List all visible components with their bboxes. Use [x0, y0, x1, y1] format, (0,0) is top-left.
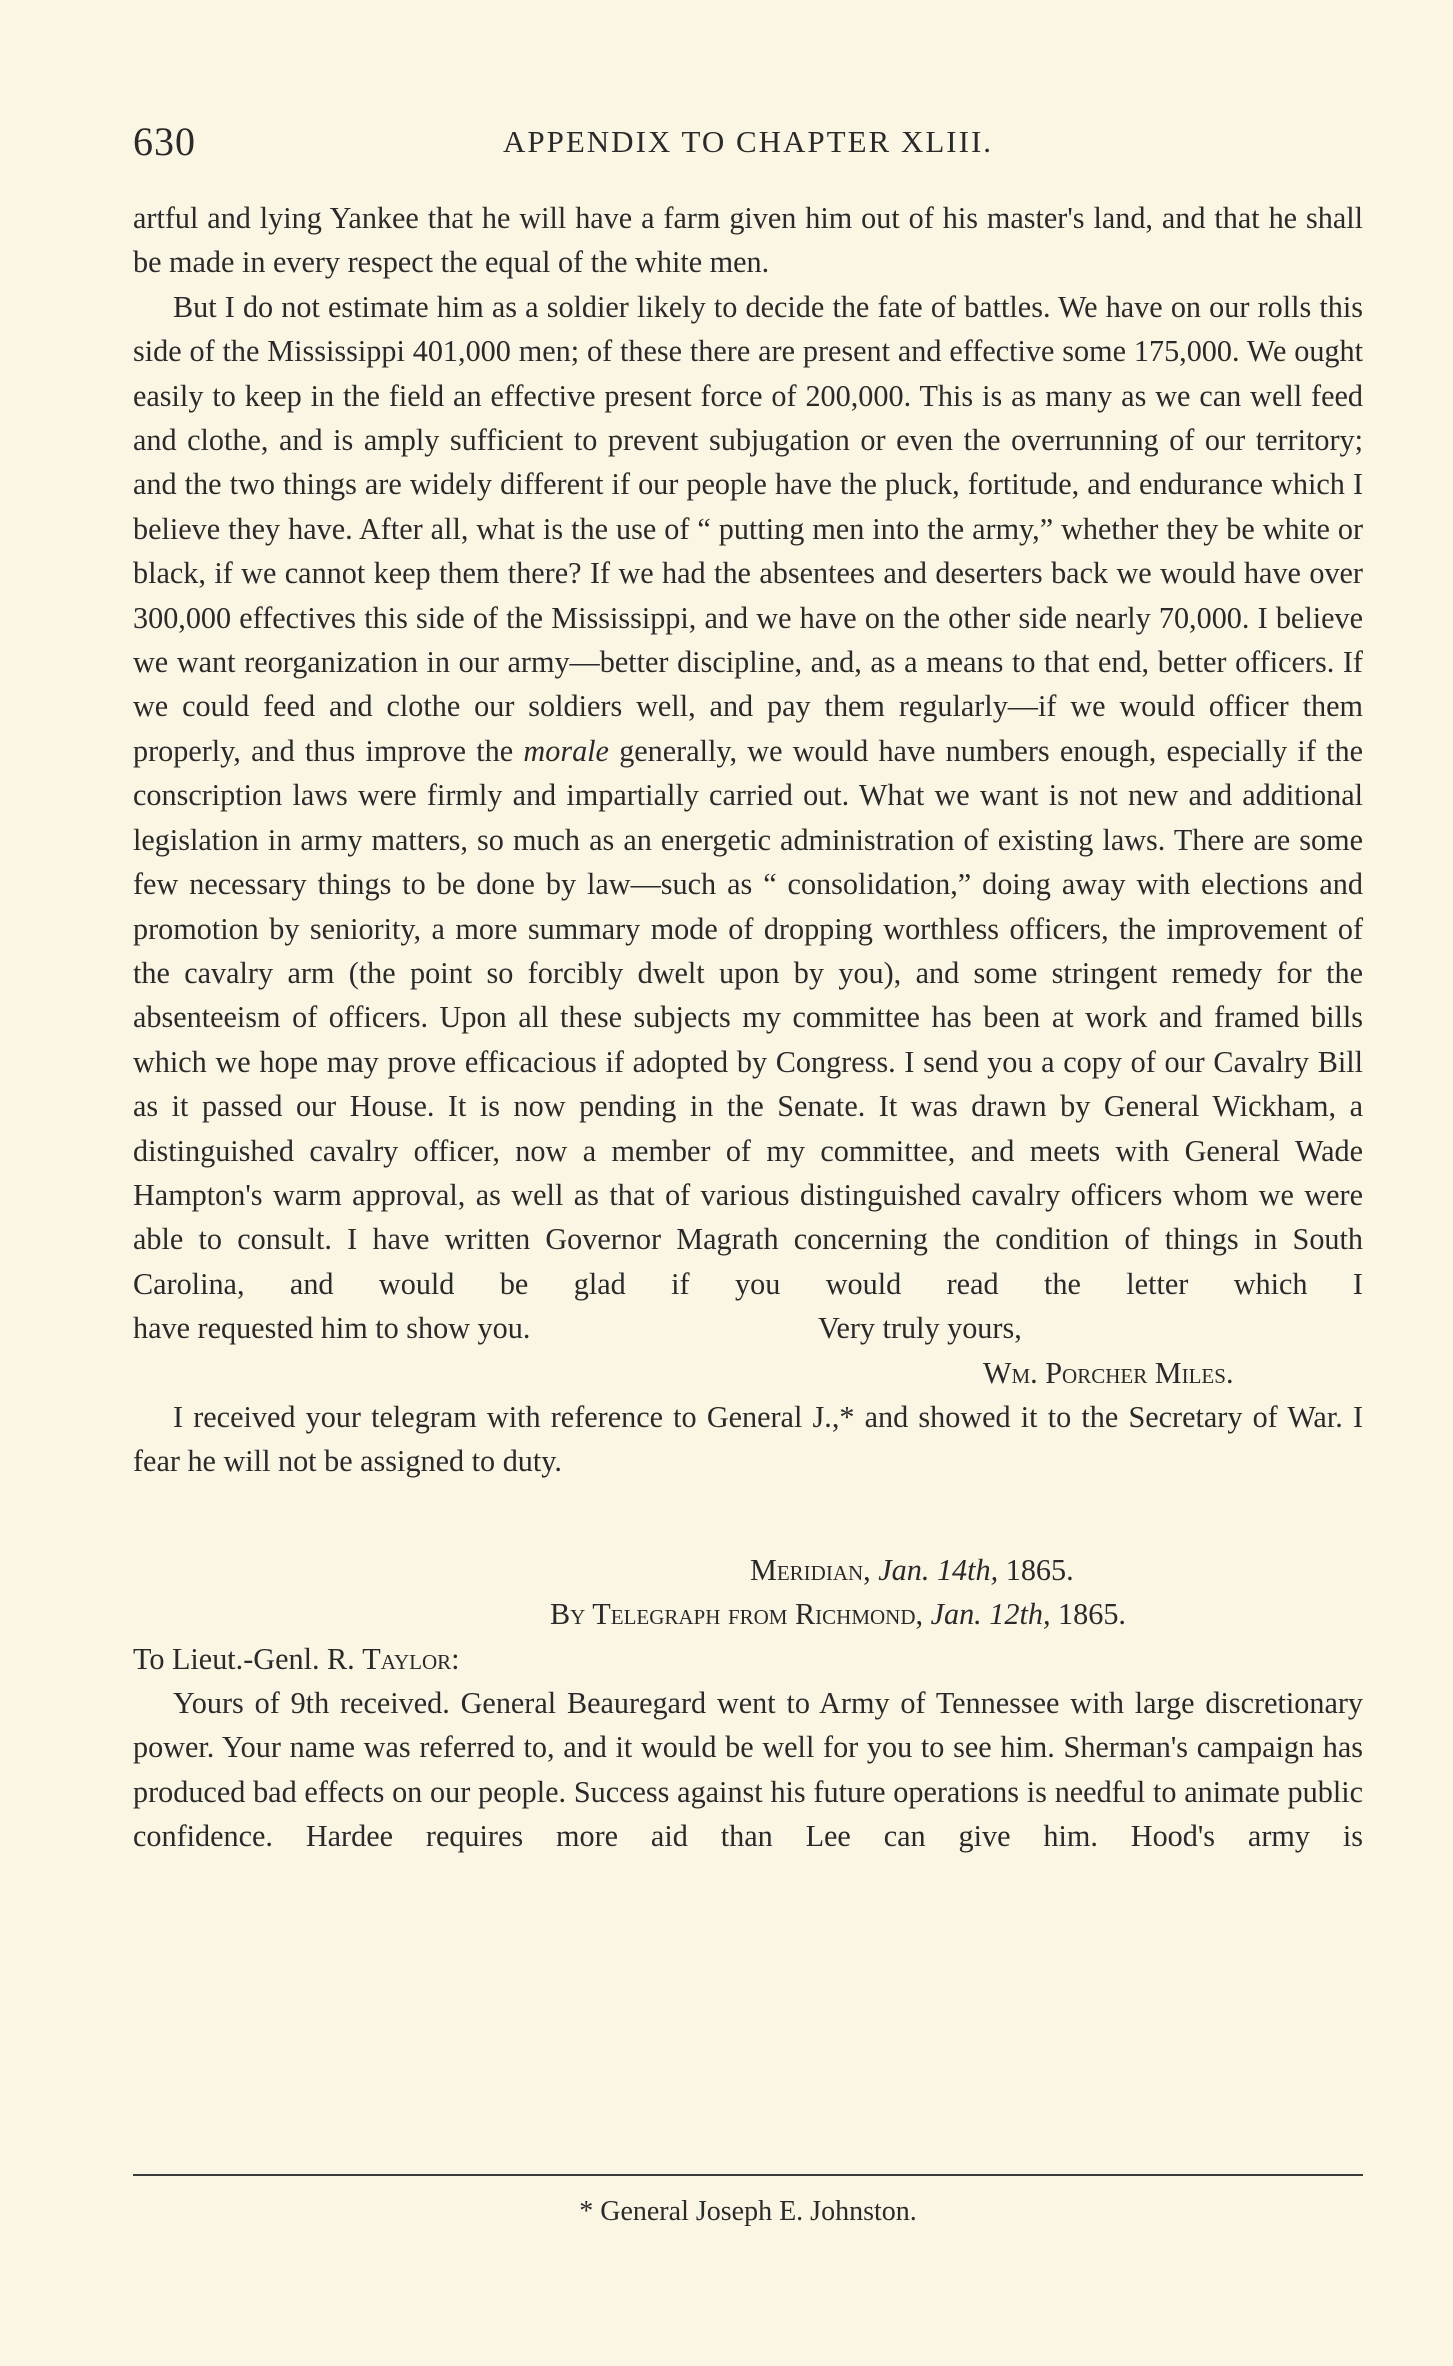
telegram-via: [133, 1592, 1363, 1636]
salutation-colon: :: [451, 1641, 460, 1676]
running-head: APPENDIX TO CHAPTER XLIII.: [502, 124, 994, 159]
paragraph-main-text: But I do not estimate him as a soldier likely to decide the fate of battles. We have on our rolls this side of the Mississippi 401,000 men; of these there are present and effective some 175,000. We ought easily to keep in the field an effective present force of 200,000. This is as many as we can well feed and clothe, and is amply sufficient to prevent subjugation or even the overrunning of our territory; and the two things are widely different if our people have the pluck, fortitude, and endurance which I believe they have. After all, what is the use of “ putting men into the army,” whether they be white or black, if we cannot keep them there? If we had the absentees and deserters back we would have over 300,000 effectives this side of the Mississippi, and we have on the other side nearly 70,000. I believe we want reorganization in our army—better discipline, and, as a means to that end, better officers. If we could feed and clothe our soldiers well, and pay them regularly—if we would officer them properly, and thus improve the: [133, 289, 1363, 768]
page-body: [133, 196, 1363, 1859]
telegram-via-date: Jan. 12th,: [930, 1597, 1051, 1632]
footnote-divider: [133, 2174, 1363, 2176]
telegram-dateline: [133, 1548, 1363, 1592]
telegram-place: Meridian,: [750, 1552, 871, 1587]
letter-signoff: [133, 1306, 1363, 1350]
paragraph-main-end: have requested him to show you.: [133, 1311, 531, 1346]
italic-term: morale: [523, 733, 609, 768]
salutation-name: Taylor: [362, 1641, 452, 1676]
salutation-text: To Lieut.-Genl. R.: [133, 1641, 355, 1676]
telegram-via-year: 1865.: [1058, 1597, 1126, 1632]
telegram-year: 1865.: [1005, 1552, 1074, 1587]
footnote: * General Joseph E. Johnston.: [579, 2196, 917, 2227]
telegram-body: Yours of 9th received. General Beauregard went to Army of Tennessee with large discretionary power. Your name was referred to, and it would be well for you to see him. Sherman's campaign has produced bad effects on our people. Success against his future operations is needful to animate public confidence. Hardee requires more aid than Lee can give him. Hood's army is: [133, 1686, 1363, 1854]
telegram-via-text: By Telegraph from Richmond,: [550, 1597, 924, 1632]
paragraph-continuation: artful and lying Yankee that he will have a farm given him out of his master's land, and that he shall be made in every respect the equal of the white men.: [133, 201, 1363, 280]
paragraph-main-text-cont: generally, we would have numbers enough, especially if the conscription laws were firmly and impartially carried out. What we want is not new and additional legislation in army matters, so much as an energetic administration of existing laws. There are some few necessary things to be done by law—such as “ consolidation,” doing away with elections and promotion by seniority, a more summary mode of dropping worthless officers, the improvement of the cavalry arm (the point so forcibly dwelt upon by you), and some stringent remedy for the absenteeism of officers. Upon all these subjects my committee has been at work and framed bills which we hope may prove efficacious if adopted by Congress. I send you a copy of our Cavalry Bill as it passed our House. It is now pending in the Senate. It was drawn by General Wickham, a distinguished cavalry officer, now a member of my committee, and meets with General Wade Hampton's warm approval, as well as that of various distinguished cavalry officers whom we were able to consult. I have written Governor Magrath concerning the condition of things in South Carolina, and would be glad if you would read the letter which I: [133, 733, 1363, 1301]
telegram-date: Jan. 14th,: [878, 1552, 999, 1587]
paragraph-postscript: I received your telegram with reference to General J.,* and showed it to the Secretary of War. I fear he will not be assigned to duty.: [133, 1399, 1363, 1479]
paragraph-main: [133, 285, 1363, 1306]
telegram-salutation: [133, 1637, 1363, 1681]
signature: Wm. Porcher Miles.: [983, 1355, 1234, 1390]
page-header: [133, 118, 1363, 168]
closing: Very truly yours,: [818, 1311, 1022, 1346]
page-number: 630: [133, 119, 196, 164]
